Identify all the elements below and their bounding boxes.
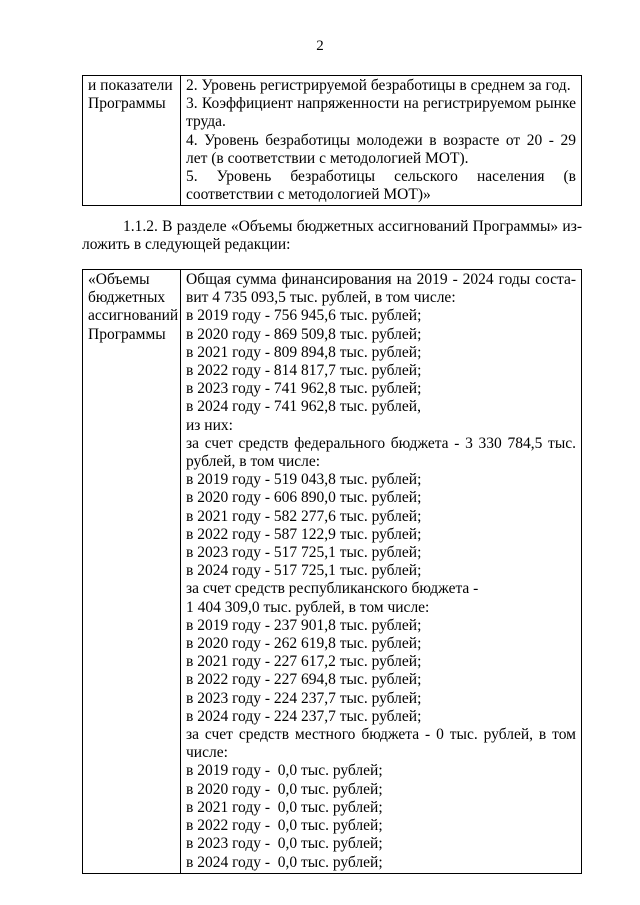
local-funding-line: числе: [186,744,228,762]
budget-label-line: Программы [88,325,166,343]
republic-year-line: в 2020 году - 262 619,8 тыс. рублей; [186,635,422,653]
budget-label-line: бюджетных [88,289,166,307]
page-number: 2 [316,38,324,54]
republic-year-line: в 2024 году - 224 237,7 тыс. рублей; [186,707,422,725]
amendment-paragraph [82,218,582,255]
indicators-table [82,75,582,206]
local-year-line: в 2021 году - 0,0 тыс. рублей; [186,798,383,816]
total-year-line: в 2022 году - 814 817,7 тыс. рублей; [186,362,422,380]
indicators-label: и показатели Программы [88,77,173,113]
republic-funding-line: 1 404 309,0 тыс. рублей, в том числе: [186,598,430,616]
federal-year-line: в 2022 году - 587 122,9 тыс. рублей; [186,525,422,543]
federal-year-line: в 2024 году - 517 725,1 тыс. рублей; [186,562,422,580]
indicator-item: 3. Коэффициент напряженности на регистрируемом рынке труда. [186,95,576,131]
indicators-list-cell [181,76,582,206]
budget-content-cell [181,270,582,874]
federal-funding-line: рублей, в том числе: [186,453,321,471]
total-funding-line: Общая сумма финансирования на 2019 - 2024 годы соста- [186,271,576,288]
paragraph-line-1: 1.1.2. В разделе «Объемы бюджетных ассигнований Программы» из- [123,218,582,235]
federal-year-line: в 2019 году - 519 043,8 тыс. рублей; [186,471,422,489]
local-year-line: в 2024 году - 0,0 тыс. рублей; [186,853,383,871]
indicator-item: 2. Уровень регистрируемой безработицы в среднем за год. [186,77,571,94]
paragraph-line-2: ложить в следующей редакции: [82,236,291,254]
of-them-line: из них: [186,416,233,434]
republic-year-line: в 2023 году - 224 237,7 тыс. рублей; [186,689,422,707]
total-year-line: в 2021 году - 809 894,8 тыс. рублей; [186,343,422,361]
federal-year-line: в 2020 году - 606 890,0 тыс. рублей; [186,489,422,507]
total-year-line: в 2020 году - 869 509,8 тыс. рублей; [186,325,422,343]
local-funding-line: за счет средств местного бюджета - 0 тыс. рублей, в том [186,726,576,744]
indicators-label-cell [83,76,181,206]
budget-label-cell [83,270,181,874]
indicator-item: 4. Уровень безработицы молодежи в возрасте от 20 - 29 лет (в соответствии с методологией МОТ). [186,131,576,167]
republic-year-line: в 2022 году - 227 694,8 тыс. рублей; [186,671,422,689]
local-year-line: в 2020 году - 0,0 тыс. рублей; [186,780,383,798]
indicator-item: 5. Уровень безработицы сельского населения (в соответствии с методологией МОТ)» [186,168,576,204]
republic-funding-line: за счет средств республиканского бюджета - [186,580,479,598]
total-year-line: в 2019 году - 756 945,6 тыс. рублей; [186,307,422,325]
federal-year-line: в 2021 году - 582 277,6 тыс. рублей; [186,507,422,525]
total-funding-line: вит 4 735 093,5 тыс. рублей, в том числе: [186,289,456,307]
local-year-line: в 2022 году - 0,0 тыс. рублей; [186,817,383,835]
federal-year-line: в 2023 году - 517 725,1 тыс. рублей; [186,544,422,562]
local-year-line: в 2023 году - 0,0 тыс. рублей; [186,835,383,853]
table-row [83,76,582,206]
budget-label-line: ассигнований [88,307,179,325]
budget-table [82,269,582,874]
republic-year-line: в 2021 году - 227 617,2 тыс. рублей; [186,653,422,671]
local-year-line: в 2019 году - 0,0 тыс. рублей; [186,762,383,780]
federal-funding-line: за счет средств федерального бюджета - 3 330 784,5 тыс. [186,434,576,452]
table-row [83,270,582,874]
republic-year-line: в 2019 году - 237 901,8 тыс. рублей; [186,616,422,634]
budget-label-line: «Объемы [88,271,150,288]
total-year-line: в 2023 году - 741 962,8 тыс. рублей; [186,380,422,398]
total-year-line: в 2024 году - 741 962,8 тыс. рублей, [186,398,421,416]
